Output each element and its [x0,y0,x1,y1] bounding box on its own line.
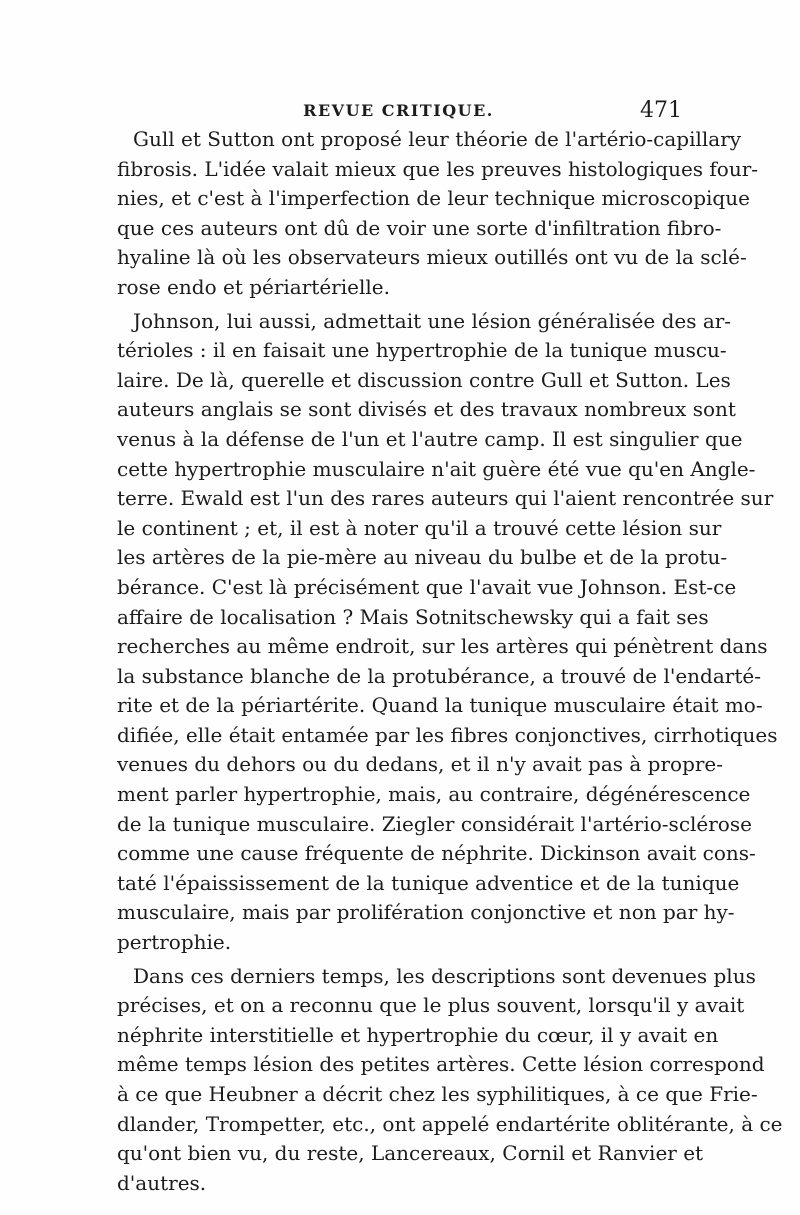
text-line: dlander, Trompetter, etc., ont appelé endartérite oblitérante, à ce [117,1111,783,1136]
paragraph-3 [117,962,783,1199]
text-line: qu'ont bien vu, du reste, Lancereaux, Cornil et Ranvier et [117,1141,704,1166]
text-line: à ce que Heubner a décrit chez les syphilitiques, à ce que Frie- [117,1082,758,1106]
text-line: térioles : il en faisait une hypertrophie de la tunique muscu- [117,338,727,363]
text-line: musculaire, mais par prolifération conjonctive et non par hy- [117,900,735,925]
text-line: laire. De là, querelle et discussion contre Gull et Sutton. Les [117,367,731,392]
text-line: fibrosis. L'idée valait mieux que les preuves histologiques four- [117,156,759,181]
text-line: cette hypertrophie musculaire n'ait guère été vue qu'en Angle- [117,456,756,481]
text-line: pertrophie. [117,930,232,955]
text-line: venus à la défense de l'un et l'autre camp. Il est singulier que [117,426,743,451]
paragraph-1 [117,125,759,303]
text-line: que ces auteurs ont dû de voir une sorte d'infiltration fibro- [117,215,722,240]
text-line: rite et de la périartérite. Quand la tunique musculaire était mo- [117,693,763,718]
text-line: auteurs anglais se sont divisés et des travaux nombreux sont [117,397,736,422]
text-line: hyaline là où les observateurs mieux outillés ont vu de la sclé- [117,245,747,270]
text-line: la substance blanche de la protubérance, a trouvé de l'endarté- [117,663,761,688]
text-line: affaire de localisation ? Mais Sotnitschewsky qui a fait ses [117,604,709,629]
text-line: de la tunique musculaire. Ziegler considérait l'artério-sclérose [117,811,752,836]
text-line: d'autres. [117,1170,207,1195]
text-line: nies, et c'est à l'imperfection de leur technique microscopique [117,186,750,211]
text-line: comme une cause fréquente de néphrite. Dickinson avait cons- [117,841,756,866]
text-line: bérance. C'est là précisément que l'avait vue Johnson. Est-ce [117,574,737,599]
running-title: REVUE CRITIQUE. [303,101,494,120]
text-line: Johnson, lui aussi, admettait une lésion généralisée des ar- [133,308,732,333]
running-head [115,98,682,124]
text-line: précises, et on a reconnu que le plus souvent, lorsqu'il y avait [117,993,745,1018]
text-line: les artères de la pie-mère au niveau du bulbe et de la protu- [117,545,728,570]
text-line: terre. Ewald est l'un des rares auteurs qui l'aient rencontrée sur [117,486,774,511]
text-line: recherches au même endroit, sur les artères qui pénètrent dans [117,634,768,659]
text-line: le continent ; et, il est à noter qu'il a trouvé cette lésion sur [117,515,722,540]
page-number: 471 [640,98,682,123]
paragraph-2 [117,307,778,958]
text-line: venues du dehors ou du dedans, et il n'y avait pas à propre- [117,752,724,777]
text-line: même temps lésion des petites artères. Cette lésion correspond [117,1052,765,1077]
body-text [117,125,783,1198]
text-line: ment parler hypertrophie, mais, au contraire, dégénérescence [117,782,751,807]
text-line: Gull et Sutton ont proposé leur théorie de l'artério-capillary [133,127,742,151]
text-line: Dans ces derniers temps, les descriptions sont devenues plus [133,963,756,988]
text-line: rose endo et périartérielle. [117,274,390,299]
text-line: taté l'épaississement de la tunique adventice et de la tunique [117,870,740,895]
text-line: néphrite interstitielle et hypertrophie du cœur, il y avait en [117,1022,719,1047]
text-line: difiée, elle était entamée par les fibres conjonctives, cirrhotiques [117,722,778,747]
